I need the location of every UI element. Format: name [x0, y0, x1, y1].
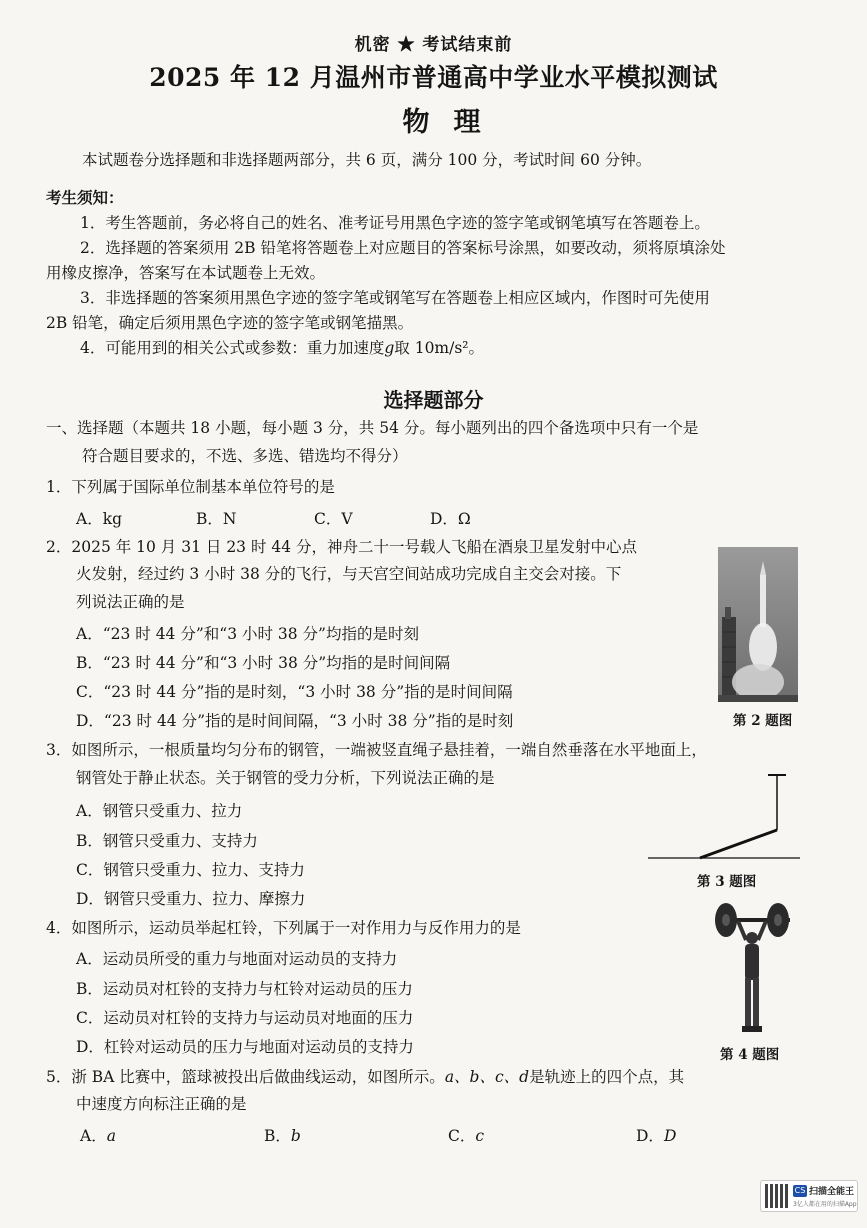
question-3-figure-caption: 第 3 题图	[697, 874, 757, 890]
intro-text: 本试题卷分选择题和非选择题两部分，共 6 页，满分 100 分，考试时间 60 分钟。	[82, 151, 652, 169]
notice-line: 2．选择题的答案须用 2B 铅笔将答题卷上对应题目的答案标号涂黑，如要改动，须将原填涂处	[80, 239, 726, 257]
question-5-stem-pre: 5．浙 BA 比赛中，篮球被投出后做曲线运动，如图所示。	[46, 1068, 445, 1086]
question-3-option-a: A．钢管只受重力、拉力	[76, 802, 243, 820]
question-3-option-b: B．钢管只受重力、支持力	[76, 832, 258, 850]
question-2-stem: 火发射，经过约 3 小时 38 分的飞行，与天宫空间站成功完成自主交会对接。下	[76, 565, 622, 583]
notice-line: 用橡皮擦净，答案写在本试题卷上无效。	[46, 264, 326, 282]
notice-line: 1．考生答题前，务必将自己的姓名、准考证号用黑色字迹的签字笔或钢笔填写在答题卷上。	[80, 214, 710, 232]
option-label: C．	[448, 1127, 476, 1145]
option-label: A．	[80, 1127, 107, 1145]
question-5-stem	[46, 1067, 684, 1087]
question-2-option-c: C．“23 时 44 分”指的是时刻，“3 小时 38 分”指的是时间间隔	[76, 683, 513, 701]
notice-heading: 考生须知：	[46, 188, 124, 207]
scanner-tagline: 3亿人都在用的扫描App	[793, 1201, 857, 1208]
question-1-stem: 1．下列属于国际单位制基本单位符号的是	[46, 478, 335, 496]
question-4-stem: 4．如图所示，运动员举起杠铃，下列属于一对作用力与反作用力的是	[46, 919, 521, 937]
question-3-stem: 钢管处于静止状态。关于钢管的受力分析，下列说法正确的是	[76, 769, 495, 787]
question-5-stem-post: 是轨迹上的四个点，其	[529, 1068, 685, 1086]
question-5-stem-points: a、b、c、d	[444, 1068, 530, 1086]
question-2-stem: 2．2025 年 10 月 31 日 23 时 44 分，神舟二十一号载人飞船在酒泉卫星发射中心点	[46, 538, 638, 556]
question-1-option-c: C．V	[314, 510, 353, 528]
question-2-figure-caption: 第 2 题图	[733, 713, 793, 729]
question-5-option-d	[636, 1124, 676, 1146]
option-label: B．	[264, 1127, 291, 1145]
question-1-option-d: D．Ω	[430, 510, 471, 528]
section-title: 选择题部分	[383, 388, 484, 412]
option-value: b	[290, 1127, 301, 1145]
question-3-option-c: C．钢管只受重力、拉力、支持力	[76, 861, 305, 879]
question-2-stem: 列说法正确的是	[76, 593, 185, 611]
subject-title: 物理	[402, 107, 505, 138]
question-5-option-c	[448, 1124, 484, 1146]
question-3-stem: 3．如图所示，一根质量均匀分布的钢管，一端被竖直绳子悬挂着，一端自然垂落在水平地面上，	[46, 741, 707, 759]
question-2-option-a: A．“23 时 44 分”和“3 小时 38 分”均指的是时刻	[76, 625, 419, 643]
question-5-stem: 中速度方向标注正确的是	[76, 1095, 247, 1113]
option-value: c	[475, 1127, 485, 1145]
question-1-option-b: B．N	[196, 510, 237, 528]
question-2-option-d: D．“23 时 44 分”指的是时间间隔，“3 小时 38 分”指的是时刻	[76, 712, 514, 730]
notice-line: 4．可能用到的相关公式或参数：重力加速度𝑔取 10m/s²。	[80, 339, 485, 357]
question-4-option-b: B．运动员对杠铃的支持力与杠铃对运动员的压力	[76, 980, 413, 998]
confidential-label: 机密 ★ 考试结束前	[354, 35, 513, 55]
question-4-option-a: A．运动员所受的重力与地面对运动员的支持力	[76, 950, 398, 968]
option-label: D．	[636, 1127, 664, 1145]
scanner-watermark	[760, 1180, 858, 1212]
part-instruction: 符合题目要求的，不选、多选、错选均不得分）	[82, 447, 408, 465]
question-3-option-d: D．钢管只受重力、拉力、摩擦力	[76, 890, 306, 908]
option-value: a	[106, 1127, 116, 1145]
notice-line: 2B 铅笔，确定后须用黑色字迹的签字笔或钢笔描黑。	[46, 314, 414, 332]
question-4-option-d: D．杠铃对运动员的压力与地面对运动员的支持力	[76, 1038, 414, 1056]
question-1-option-a: A．kg	[76, 510, 123, 528]
scanner-app-name: 扫描全能王	[809, 1187, 855, 1197]
question-4-figure-caption: 第 4 题图	[720, 1047, 780, 1063]
question-5-option-a	[80, 1124, 116, 1146]
question-4-option-c: C．运动员对杠铃的支持力与运动员对地面的压力	[76, 1009, 414, 1027]
steel-pipe-figure	[640, 770, 810, 865]
question-2-option-b: B．“23 时 44 分”和“3 小时 38 分”均指的是时间间隔	[76, 654, 451, 672]
part-instruction: 一、选择题（本题共 18 小题，每小题 3 分，共 54 分。每小题列出的四个备选项中只有一个是	[46, 419, 699, 437]
scanner-badge: CS	[794, 1186, 806, 1195]
notice-line: 3．非选择题的答案须用黑色字迹的签字笔或钢笔写在答题卷上相应区域内，作图时可先使用	[80, 289, 710, 307]
exam-title: 2025 年 12 月温州市普通高中学业水平模拟测试	[149, 63, 718, 92]
option-value: D	[663, 1127, 677, 1145]
weightlifter-figure	[712, 890, 794, 1040]
question-5-option-b	[264, 1124, 301, 1146]
qr-code-icon	[765, 1184, 789, 1208]
rocket-launch-photo	[718, 547, 798, 702]
